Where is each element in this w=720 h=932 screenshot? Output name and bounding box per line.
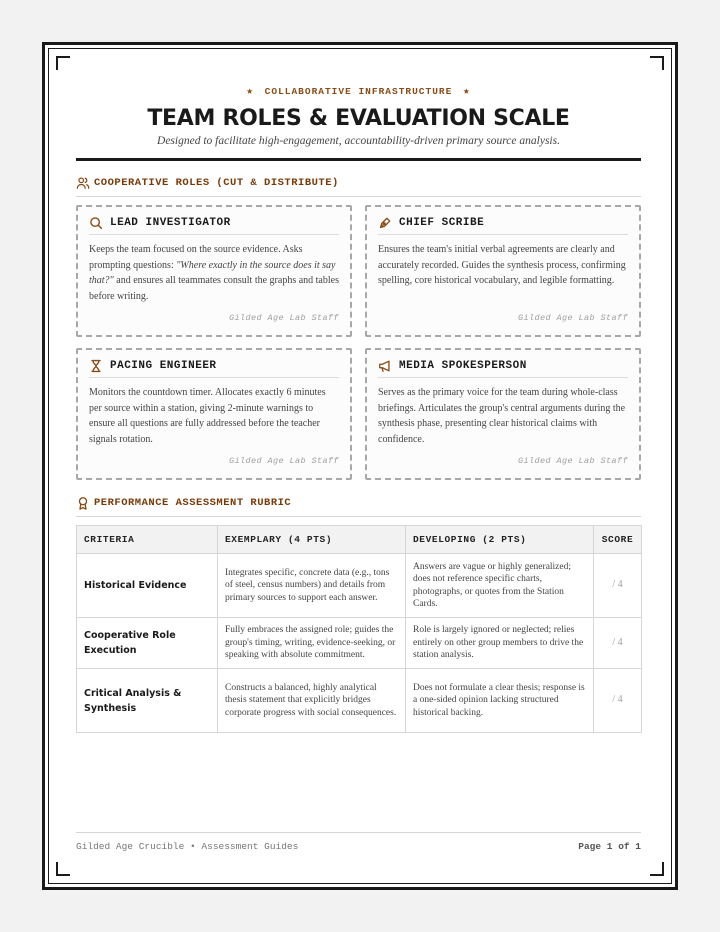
page-frame [42, 42, 678, 890]
role-description-text-end: and ensures all teammates consult the graphs and tables before writing. [89, 275, 339, 302]
criteria-cell: Critical Analysis & Synthesis [77, 669, 218, 733]
role-description-quote: "Where exactly in the source does it say that?" [89, 259, 336, 286]
exemplary-cell: Fully embraces the assigned role; guides the group's timing, writing, evidence-seeking, or speaking with absolute commitment. [218, 618, 406, 669]
role-description: Monitors the countdown timer. Allocates exactly 6 minutes per source within a station, giving 2-minute warnings to ensure all questions are fully addressed before the teacher signals rotation. [89, 387, 326, 445]
hourglass-icon [89, 359, 103, 373]
roles-grid [76, 205, 641, 480]
role-description-text: Keeps the team focused on the source evidence. Asks prompting questions: [89, 244, 303, 271]
rubric-table [76, 525, 642, 733]
page-footer [76, 832, 641, 852]
developing-cell: Role is largely ignored or neglected; relies entirely on other group members to drive the station analysis. [406, 618, 594, 669]
users-icon [76, 176, 90, 190]
page-subtitle: Designed to facilitate high-engagement, accountability-driven primary source analysis. [157, 135, 560, 147]
role-description: Ensures the team's initial verbal agreements are clearly and accurately recorded. Guides the synthesis process, confirming spelling, core historical vocabulary, and legible formatting. [378, 244, 626, 286]
score-cell: / 4 [594, 554, 642, 618]
roles-section-header [76, 175, 641, 191]
page-title: TEAM ROLES & EVALUATION SCALE [147, 106, 570, 131]
criteria-cell: Historical Evidence [77, 554, 218, 618]
section-divider [76, 516, 641, 517]
role-card-header [378, 215, 628, 235]
footer-source: Gilded Age Crucible • Assessment Guides [76, 841, 299, 852]
rubric-section-header [76, 495, 641, 511]
role-signature: Gilded Age Lab Staff [228, 313, 339, 323]
exemplary-cell: Integrates specific, concrete data (e.g., tons of steel, census numbers) and details from primary sources to support each answer. [218, 554, 406, 618]
role-card-pacing-engineer [76, 348, 352, 480]
pen-icon [378, 216, 392, 230]
developing-cell: Does not formulate a clear thesis; response is a one-sided opinion lacking structured historical backing. [406, 669, 594, 733]
role-name: PACING ENGINEER [110, 359, 217, 372]
role-signature: Gilded Age Lab Staff [517, 313, 628, 323]
header-divider [76, 158, 641, 161]
award-icon [76, 496, 90, 510]
exemplary-cell: Constructs a balanced, highly analytical thesis statement that explicitly bridges corporate progress with social consequences. [218, 669, 406, 733]
role-name: LEAD INVESTIGATOR [110, 216, 231, 229]
role-name: CHIEF SCRIBE [399, 216, 485, 229]
column-header-exemplary: EXEMPLARY (4 PTS) [218, 526, 406, 554]
corner-mark-bottom-right [650, 862, 664, 876]
section-divider [76, 196, 641, 197]
table-row [77, 554, 642, 618]
score-cell: / 4 [594, 669, 642, 733]
column-header-score: SCORE [594, 526, 642, 554]
megaphone-icon [378, 359, 392, 373]
score-cell: / 4 [594, 618, 642, 669]
magnifier-icon [89, 216, 103, 230]
role-card-header [378, 358, 628, 378]
role-signature: Gilded Age Lab Staff [228, 456, 339, 466]
role-card-header [89, 215, 339, 235]
corner-mark-top-left [56, 56, 70, 70]
role-description [89, 242, 339, 304]
corner-mark-bottom-left [56, 862, 70, 876]
page-content [76, 85, 641, 733]
star-icon: ★ [246, 86, 254, 98]
role-description: Serves as the primary voice for the team during whole-class briefings. Articulates the group's central arguments during the synthesis phase, presenting clear historical claims with confidence. [378, 387, 626, 445]
table-row [77, 618, 642, 669]
role-name: MEDIA SPOKESPERSON [399, 359, 527, 372]
star-icon: ★ [463, 86, 471, 98]
rubric-section-title: PERFORMANCE ASSESSMENT RUBRIC [94, 497, 292, 509]
corner-mark-top-right [650, 56, 664, 70]
criteria-cell: Cooperative Role Execution [77, 618, 218, 669]
developing-cell: Answers are vague or highly generalized; does not reference specific charts, photographs, or quotes from the Station Cards. [406, 554, 594, 618]
column-header-criteria: CRITERIA [77, 526, 218, 554]
role-card-chief-scribe [365, 205, 641, 337]
column-header-developing: DEVELOPING (2 PTS) [406, 526, 594, 554]
kicker-text: COLLABORATIVE INFRASTRUCTURE [264, 86, 453, 97]
rubric-header-row [77, 526, 642, 554]
table-row [77, 669, 642, 733]
role-card-media-spokesperson [365, 348, 641, 480]
role-signature: Gilded Age Lab Staff [517, 456, 628, 466]
role-card-header [89, 358, 339, 378]
header-kicker [76, 85, 641, 99]
roles-section-title: COOPERATIVE ROLES (CUT & DISTRIBUTE) [94, 177, 339, 189]
role-card-lead-investigator [76, 205, 352, 337]
page-number: Page 1 of 1 [578, 841, 641, 852]
